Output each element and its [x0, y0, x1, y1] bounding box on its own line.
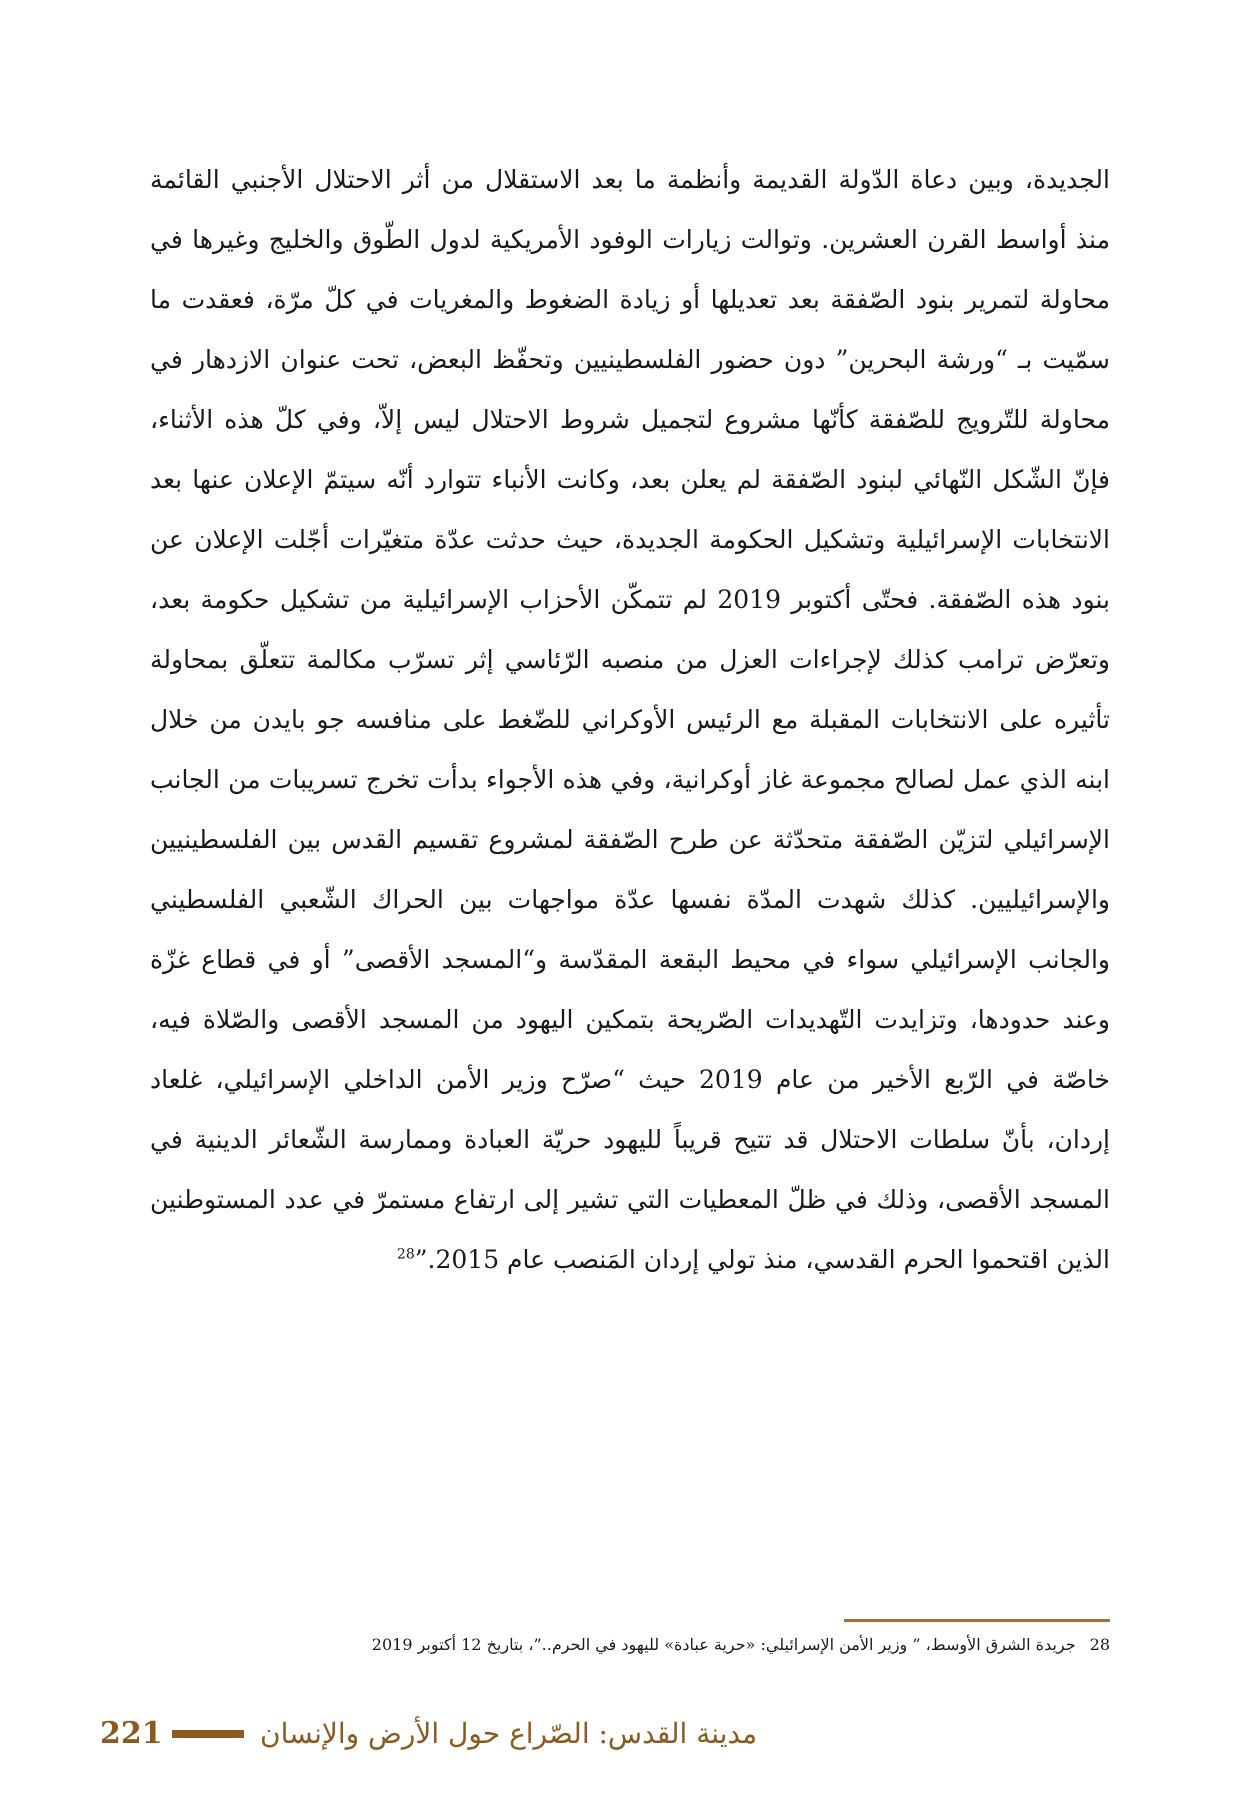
- page-number: 221: [100, 1716, 163, 1751]
- body-text: [150, 150, 1110, 1290]
- footnote-reference[interactable]: 28: [396, 1246, 415, 1263]
- running-title: مدينة القدس: الصّراع حول الأرض والإنسان: [260, 1717, 758, 1750]
- footer-divider-bar: [172, 1730, 244, 1738]
- body-paragraph: [150, 150, 1110, 1290]
- body-paragraph-text: الجديدة، وبين دعاة الدّولة القديمة وأنظمة ما بعد الاستقلال من أثر الاحتلال الأجنبي القائمة منذ أواسط القرن العشرين. وتوالت زيارات الوفود الأمريكية لدول الطّوق والخليج وغيرها في محاولة لتمرير بنود الصّفقة بعد تعديلها أو زيادة الضغوط والمغريات في كلّ مرّة، فعقدت ما سمّيت بـ “ورشة البحرين” دون حضور الفلسطينيين وتحفّظ البعض، تحت عنوان الازدهار في محاولة للتّرويج للصّفقة كأنّها مشروع لتجميل شروط الاحتلال ليس إلاّ، وفي كلّ هذه الأثناء، فإنّ الشّكل النّهائي لبنود الصّفقة لم يعلن بعد، وكانت الأنباء تتوارد أنّه سيتمّ الإعلان عنها بعد الانتخابات الإسرائيلية وتشكيل الحكومة الجديدة، حيث حدثت عدّة متغيّرات أجّلت الإعلان عن بنود هذه الصّفقة. فحتّى أكتوبر 2019 لم تتمكّن الأحزاب الإسرائيلية من تشكيل حكومة بعد، وتعرّض ترامب كذلك لإجراءات العزل من منصبه الرّئاسي إثر تسرّب مكالمة تتعلّق بمحاولة تأثيره على الانتخابات المقبلة مع الرئيس الأوكراني للضّغط على منافسه جو بايدن من خلال ابنه الذي عمل لصالح مجموعة غاز أوكرانية، وفي هذه الأجواء بدأت تخرج تسريبات من الجانب الإسرائيلي لتزيّن الصّفقة متحدّثة عن طرح الصّفقة لمشروع تقسيم القدس بين الفلسطينيين والإسرائيليين. كذلك شهدت المدّة نفسها عدّة مواجهات بين الحراك الشّعبي الفلسطيني والجانب الإسرائيلي سواء في محيط البقعة المقدّسة و“المسجد الأقصى” أو في قطاع غزّة وعند حدودها، وتزايدت التّهديدات الصّريحة بتمكين اليهود من المسجد الأقصى والصّلاة فيه، خاصّة في الرّبع الأخير من عام 2019 حيث “صرّح وزير الأمن الداخلي الإسرائيلي، غلعاد إردان، بأنّ سلطات الاحتلال قد تتيح قريباً لليهود حريّة العبادة وممارسة الشّعائر الدينية في المسجد الأقصى، وذلك في ظلّ المعطيات التي تشير إلى ارتفاع مستمرّ في عدد المستوطنين الذين اقتحموا الحرم القدسي، منذ تولي إردان المَنصب عام 2015.”: [150, 165, 1110, 1274]
- footnote-number: 28: [1089, 1635, 1110, 1654]
- footnote-separator: [844, 1619, 1110, 1622]
- page-footer: [100, 1712, 1110, 1762]
- footnote-text: جريدة الشرق الأوسط، ” وزير الأمن الإسرائيلي: «حرية عبادة» لليهود في الحرم..”، بتاريخ 12 أكتوبر 2019: [371, 1635, 1076, 1654]
- footnote: [150, 1632, 1110, 1658]
